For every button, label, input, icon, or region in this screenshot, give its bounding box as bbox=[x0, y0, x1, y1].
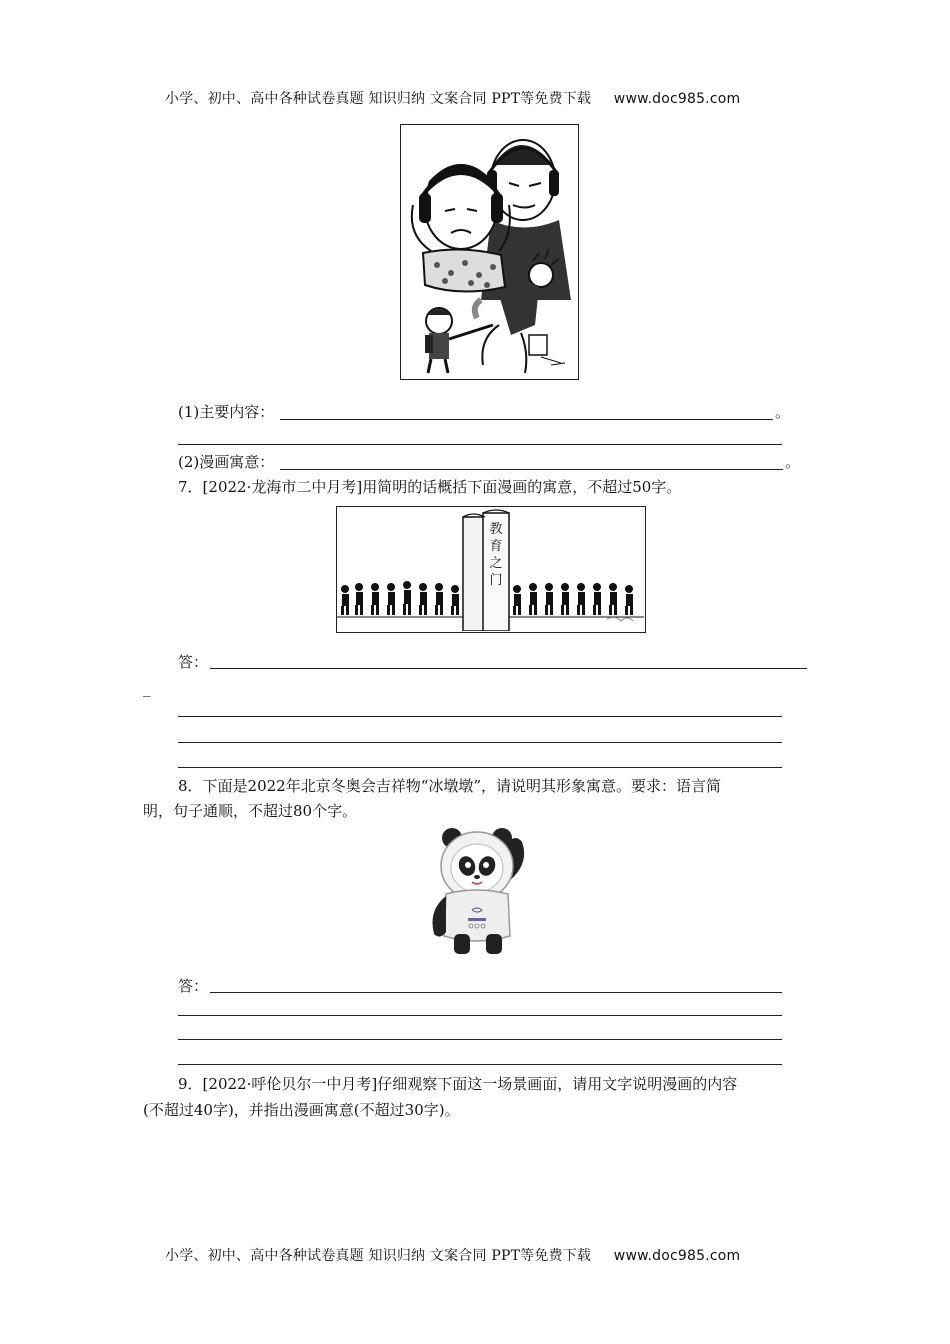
q7-dash: _ bbox=[143, 679, 151, 697]
q6-sub1-answer-line-2[interactable] bbox=[178, 444, 782, 445]
gate-char-2: 育 bbox=[489, 539, 503, 554]
q8-answer-line-3[interactable] bbox=[178, 1039, 782, 1040]
page-footer bbox=[165, 1245, 740, 1265]
header-url: www.doc985.com bbox=[613, 91, 741, 107]
header-text: 小学、初中、高中各种试卷真题 知识归纳 文案合同 PPT等免费下载 bbox=[165, 91, 592, 107]
education-door-cartoon bbox=[336, 506, 646, 633]
q7-prompt: 7．[2022·龙海市二中月考]用简明的话概括下面漫画的寓意，不超过50字。 bbox=[178, 478, 682, 496]
q8-answer-line-4[interactable] bbox=[178, 1064, 782, 1065]
q7-answer-line-2[interactable] bbox=[178, 716, 782, 717]
q8-answer-line-1[interactable] bbox=[210, 992, 782, 993]
q8-prompt-line1: 8．下面是2022年北京冬奥会吉祥物“冰墩墩”，请说明其形象寓意。要求：语言简 bbox=[178, 777, 722, 795]
q6-sub1-answer-line[interactable] bbox=[280, 419, 773, 420]
q6-sub2-answer-line[interactable] bbox=[280, 469, 783, 470]
q9-prompt-line1: 9．[2022·呼伦贝尔一中月考]仔细观察下面这一场景画面，请用文字说明漫画的内容 bbox=[178, 1075, 738, 1093]
footer-text: 小学、初中、高中各种试卷真题 知识归纳 文案合同 PPT等免费下载 bbox=[165, 1248, 592, 1264]
gate-char-1: 教 bbox=[489, 522, 503, 537]
bing-dwen-dwen-mascot bbox=[424, 824, 536, 956]
q8-prompt-line2: 明，句子通顺，不超过80个字。 bbox=[143, 802, 358, 820]
q6-sub1-label: (1)主要内容： bbox=[178, 403, 275, 421]
q6-sub1-end: 。 bbox=[775, 403, 791, 421]
q9-prompt-line2: (不超过40字)，并指出漫画寓意(不超过30字)。 bbox=[143, 1101, 460, 1119]
gate-char-4: 门 bbox=[489, 573, 503, 588]
q8-answer-label: 答： bbox=[178, 977, 209, 995]
q7-answer-line-4[interactable] bbox=[178, 767, 782, 768]
gate-char-3: 之 bbox=[489, 556, 503, 571]
q7-answer-line-3[interactable] bbox=[178, 742, 782, 743]
q7-answer-label: 答： bbox=[178, 653, 209, 671]
q6-sub2-end: 。 bbox=[785, 453, 801, 471]
footer-url: www.doc985.com bbox=[613, 1248, 741, 1264]
q8-answer-line-2[interactable] bbox=[178, 1015, 782, 1016]
family-cartoon-illustration bbox=[400, 124, 579, 380]
q7-answer-line-1[interactable] bbox=[210, 668, 807, 669]
page-header bbox=[165, 88, 740, 108]
q6-sub2-label: (2)漫画寓意： bbox=[178, 453, 275, 471]
